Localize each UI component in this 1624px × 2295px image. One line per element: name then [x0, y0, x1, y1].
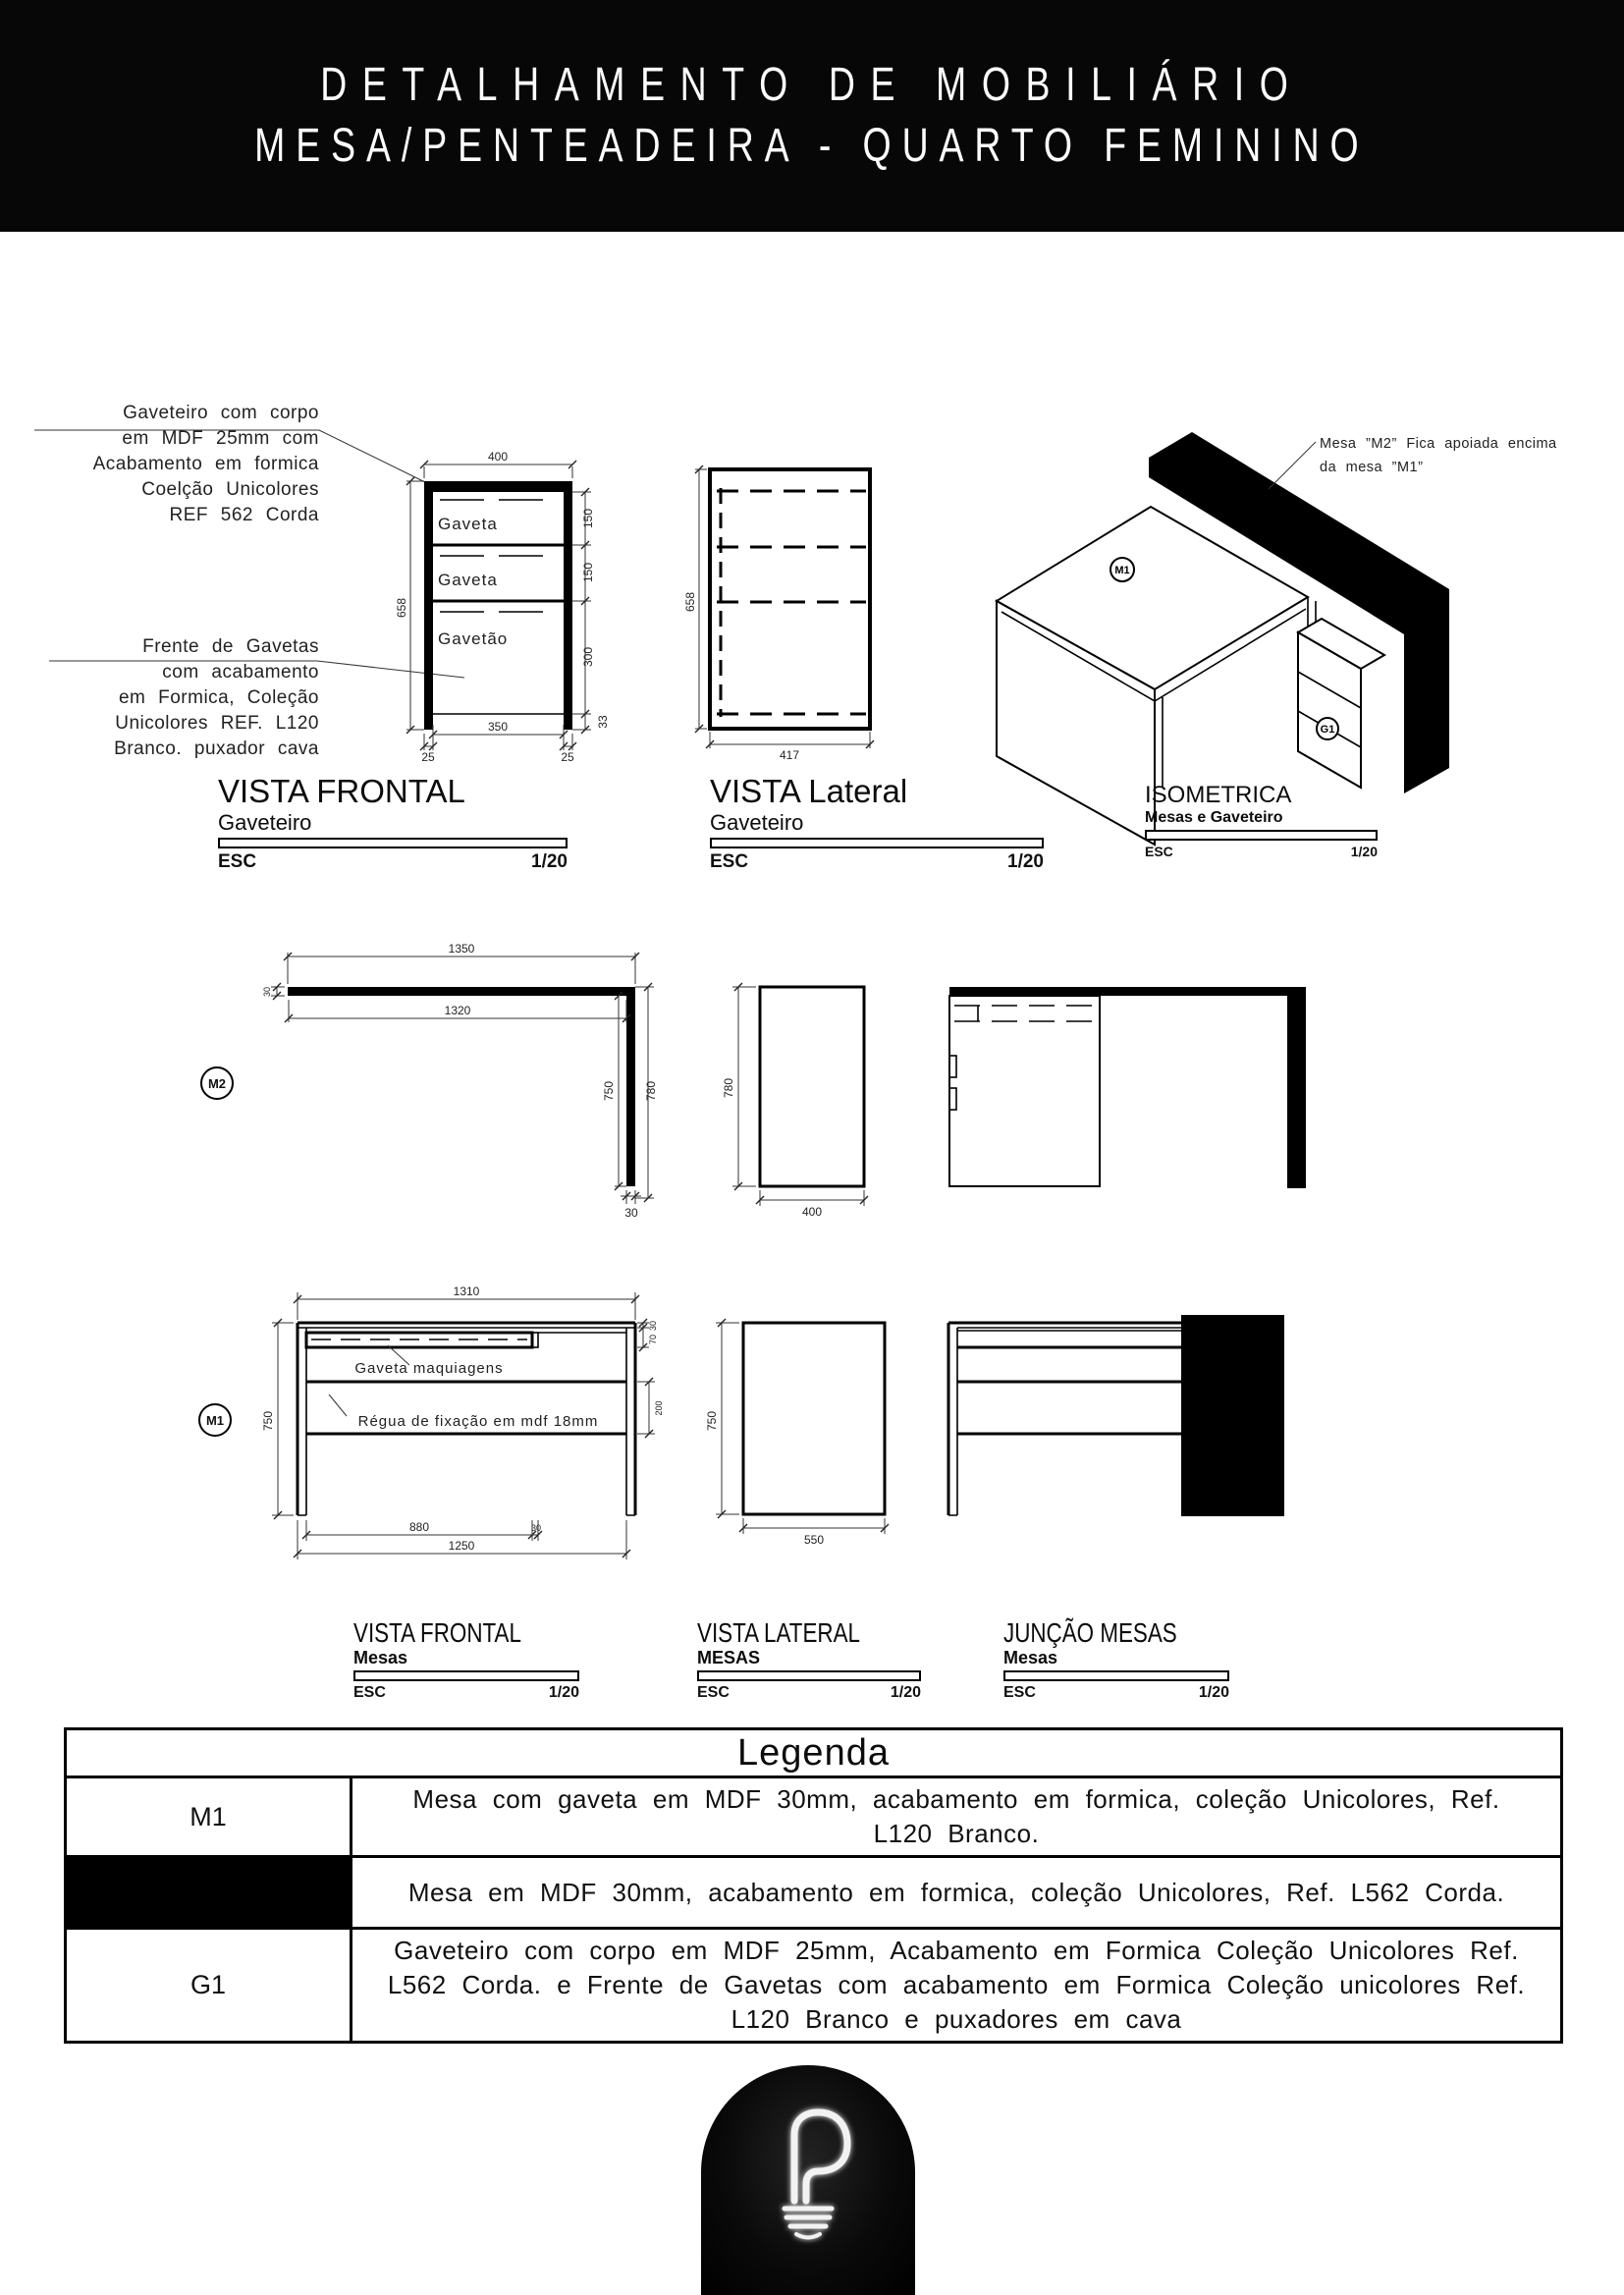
dim-780: 780: [644, 1080, 658, 1102]
dim-750-m1: 750: [261, 1410, 275, 1432]
iso-annotation-line2: da mesa ”M1”: [1320, 460, 1424, 475]
titleblock-vista-lateral-gaveteiro: VISTA Lateral Gaveteiro ESC 1/20: [710, 773, 1044, 872]
lightbulb-p-icon: [701, 2065, 915, 2295]
sheet-title-line1: DETALHAMENTO DE MOBILIÁRIO: [320, 59, 1304, 111]
scale-bar: [218, 838, 568, 848]
scale-bar: [353, 1670, 579, 1681]
dim-150a: 150: [581, 508, 595, 529]
gaveta-maquiagens-label: Gaveta maquiagens: [354, 1360, 504, 1377]
titleblock-vista-lateral-mesas: VISTA LATERAL MESAS ESC 1/20: [697, 1617, 921, 1701]
dim-70-r: 70: [648, 1334, 658, 1345]
legend-table: [64, 1727, 1563, 2044]
dim-30-bottom: 30: [624, 1206, 638, 1220]
iso-annotation-line1: Mesa ”M2” Fica apoiada encima: [1320, 436, 1557, 452]
dim-25-right: 25: [561, 750, 574, 764]
dim-1350: 1350: [448, 942, 475, 956]
isometric-drawing: [982, 422, 1557, 788]
scale-bar: [1003, 1670, 1229, 1681]
annotation-frente-gavetas: Frente de Gavetas com acabamento em Formica, Coleção Unicolores REF. L120 Branco. puxador cava: [114, 636, 319, 759]
title-banner: [0, 0, 1624, 232]
dim-30-left: 30: [262, 986, 272, 998]
dim-880: 880: [408, 1520, 430, 1534]
dim-1310: 1310: [453, 1284, 480, 1298]
regua-fixacao-label: Régua de fixação em mdf 18mm: [357, 1413, 599, 1430]
m2-lateral-drawing: [707, 943, 903, 1228]
legend-title: Legenda: [737, 1731, 890, 1774]
m2-junction-drawing: [933, 943, 1326, 1228]
dim-658: 658: [395, 597, 408, 619]
dim-150b: 150: [581, 562, 595, 583]
m2-frontal-drawing: [262, 942, 668, 1228]
dim-33: 33: [596, 715, 610, 729]
scale-bar: [1145, 830, 1378, 841]
legend-row-m1: [67, 1776, 1560, 1855]
dim-300: 300: [581, 646, 595, 668]
m1-frontal-drawing: [260, 1286, 668, 1571]
m1-circle-label: M1: [1114, 565, 1130, 576]
scale-bar: [710, 838, 1044, 848]
g1-circle-label: G1: [1320, 724, 1335, 736]
studio-logo: [701, 2065, 915, 2295]
m1-lateral-drawing: [707, 1286, 903, 1571]
dim-417: 417: [779, 748, 800, 762]
titleblock-vista-frontal-gaveteiro: VISTA FRONTAL Gaveteiro ESC 1/20: [218, 773, 568, 872]
dim-350: 350: [487, 720, 509, 734]
dim-550: 550: [803, 1533, 825, 1547]
dim-30-b: 30: [530, 1523, 542, 1533]
legend-swatch-m2: [67, 1858, 352, 1927]
dim-400: 400: [487, 450, 509, 464]
dim-400-lat: 400: [801, 1205, 823, 1219]
titleblock-vista-frontal-mesas: VISTA FRONTAL Mesas ESC 1/20: [353, 1617, 579, 1701]
sheet-title-line2: MESA/PENTEADEIRA - QUARTO FEMININO: [254, 120, 1370, 172]
legend-desc-m2: Mesa em MDF 30mm, acabamento em formica, coleção Unicolores, Ref. L562 Corda.: [407, 1877, 1505, 1907]
dim-780-lat: 780: [722, 1077, 735, 1099]
dim-200-r: 200: [654, 1400, 664, 1416]
dimension-lines: [406, 461, 591, 750]
scale-bar: [697, 1670, 921, 1681]
m2-view-badge: M2: [200, 1066, 234, 1100]
legend-key-m1: M1: [67, 1778, 352, 1855]
dim-658-lat: 658: [683, 591, 697, 613]
dim-30-r: 30: [648, 1320, 658, 1332]
gaveteiro-frontal-drawing: [383, 447, 658, 764]
legend-row-g1: [67, 1927, 1560, 2041]
legend-key-g1: G1: [67, 1930, 352, 2041]
gaveteiro-lateral-drawing: [683, 447, 903, 762]
annotation-gaveteiro-corpo: Gaveteiro com corpo em MDF 25mm com Acabamento em formica Coelção Unicolores REF 562 Corda: [92, 403, 319, 525]
dim-1250: 1250: [448, 1539, 475, 1553]
m1-view-badge: M1: [198, 1403, 232, 1437]
drawer-label-3: Gavetão: [438, 629, 509, 648]
leader-line-gaveteiro-corpo: [29, 422, 442, 496]
drawer-label-2: Gaveta: [438, 571, 498, 589]
dim-750-m1lat: 750: [705, 1410, 719, 1432]
dim-750: 750: [602, 1080, 616, 1102]
drawer-label-1: Gaveta: [438, 515, 498, 533]
dim-1320: 1320: [444, 1004, 471, 1017]
legend-desc-g1: Gaveteiro com corpo em MDF 25mm, Acabamento em Formica Coleção Unicolores Ref. L562 Corda. e Frente de Gavetas com acabamento em Formica Coleção unicolores Ref. L120 Branco e puxadores em cava: [387, 1936, 1526, 2034]
legend-desc-m1: Mesa com gaveta em MDF 30mm, acabamento em formica, coleção Unicolores, Ref. L120 Branco.: [412, 1784, 1500, 1848]
titleblock-juncao-mesas: JUNÇÃO MESAS Mesas ESC 1/20: [1003, 1617, 1229, 1701]
dim-25-left: 25: [421, 750, 435, 764]
titleblock-isometrica: ISOMETRICA Mesas e Gaveteiro ESC 1/20: [1145, 782, 1378, 859]
m1-junction-drawing: [933, 1286, 1326, 1571]
legend-row-m2: [67, 1855, 1560, 1927]
